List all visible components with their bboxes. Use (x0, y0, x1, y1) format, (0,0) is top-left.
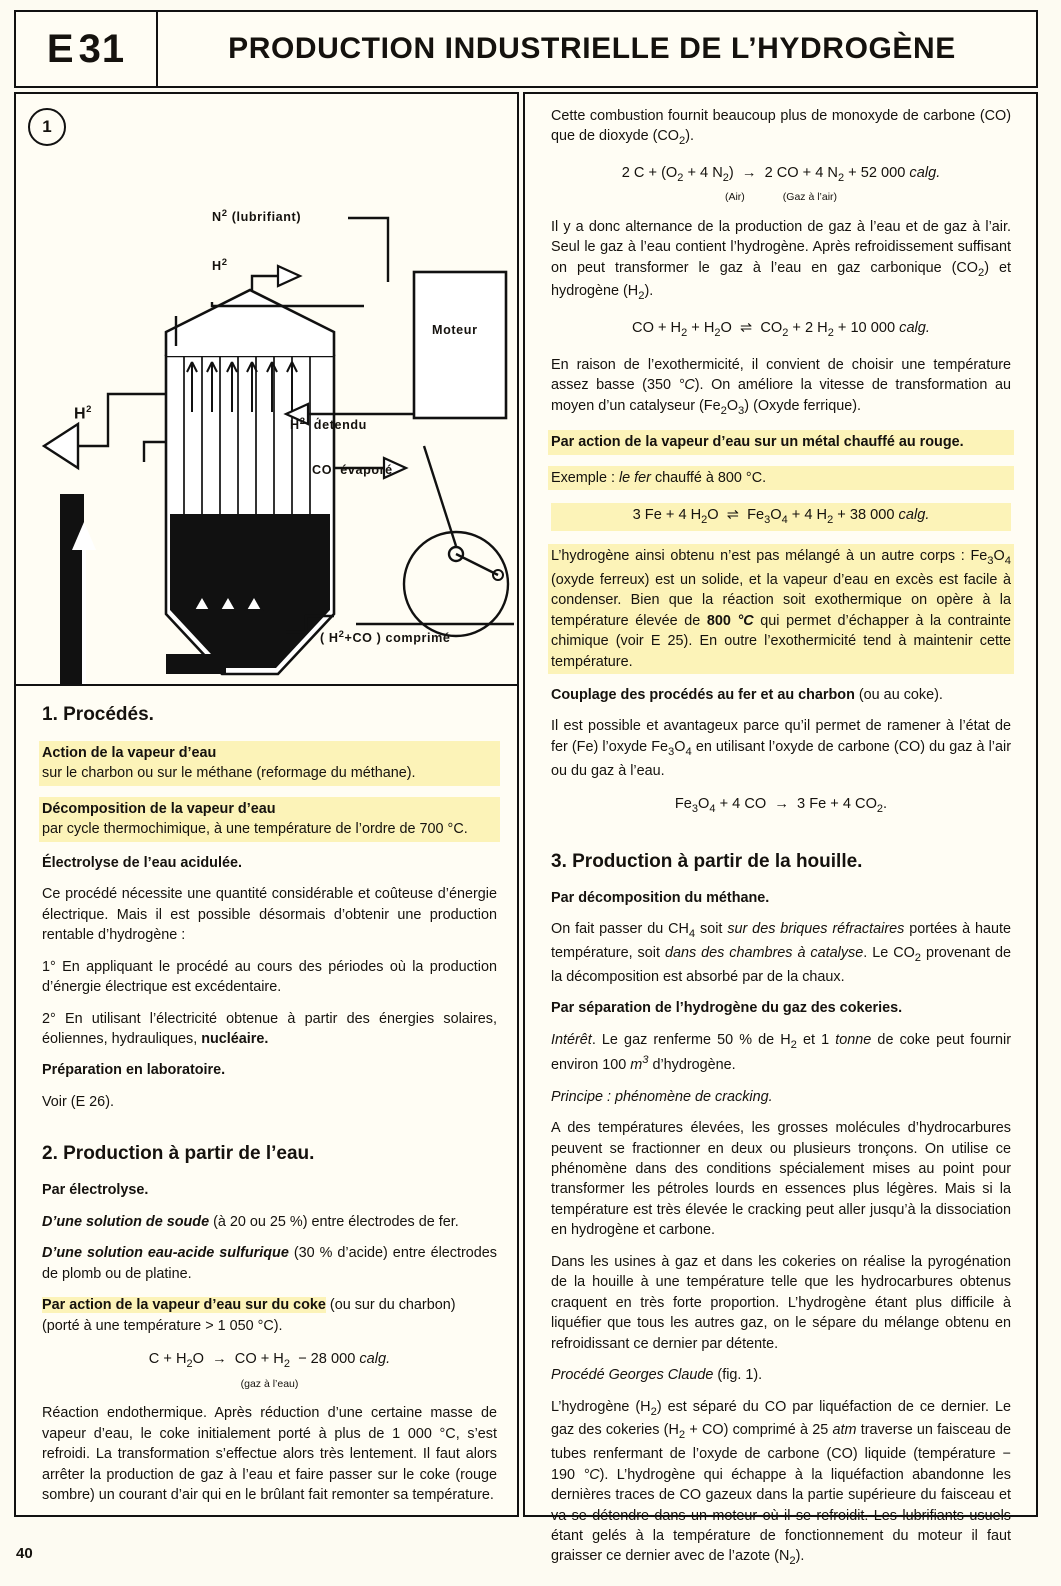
label-co-evapore: CO évaporé (312, 463, 393, 477)
figure-number: 1 (28, 108, 66, 146)
couplage-heading (551, 685, 1011, 705)
label-h2-detendu: $H^2$ d́etendu (290, 416, 367, 433)
electrolyse-heading: Électrolyse de l’eau acidulée. (42, 854, 242, 871)
solution-acide-rest: (30 % d’acide) entre électrodes de plomb ou de platine. (42, 1245, 497, 1282)
block-decomposition-vapeur (39, 797, 500, 842)
figure-diagram (16, 94, 517, 686)
sheet-code-number: 31 (78, 26, 126, 71)
right-p3: En raison de l’exothermicité, il convient de choisir une température assez basse (350 °C). On améliore la vitesse de transformation au moyen d’un catalyseur $(Fe_2O_3)$ (Oxyde ferrique). (551, 356, 1011, 417)
metal-example-italic: le fer (618, 469, 651, 486)
block-action-vapeur-body: sur le charbon ou sur le méthane (reformage du méthane). (42, 765, 416, 782)
right-column (523, 92, 1038, 1568)
left-column (14, 92, 519, 1517)
usines-body: Dans les usines à gaz et dans les cokeries on réalise la pyrogénation de la houille à une température telle que les hydrocarbures obtenus craquent en très forte proportion. L’hydrogène étant plus difficile à liquéfier que tous les autres gaz, on le sépare du mélange obtenu en refroidissant ce dernier par détente. (551, 1253, 1011, 1352)
electrolyse2-heading: Par électrolyse. (42, 1182, 149, 1199)
couplage-heading-rest: (ou au coke). (854, 686, 943, 703)
coke-heading (42, 1295, 497, 1336)
claude-heading (551, 1365, 1011, 1385)
equation-coke: $C + H_2O$ → CO + $H_2 - 28$ 000 calg. (148, 1351, 391, 1370)
sheet-code (16, 12, 158, 86)
page-title: PRODUCTION INDUSTRIELLE DE L’HYDROGÈNE (228, 32, 956, 65)
equation-4: $Fe_3O_4 + 4$ CO → 3 Fe + 4 $CO_2$. (674, 796, 888, 816)
coke-body: Réaction endothermique. Après réduction d’une certaine masse de vapeur d’eau, le coke initialement porté à plus de 1 000 °C, s’est refroidi. La transformation s’effectue alors très lentement. Il faut alors arrêter la production de gaz à l’eau et faire passer sur le coke (rouge sombre) un courant d’air qui en le brûlant fait remonter sa température. (42, 1405, 497, 1504)
label-n2-lubrifiant: $N^2$ (lubrifiant) (212, 208, 302, 225)
page-header (14, 10, 1038, 88)
coke-heading-highlight: Par action de la vapeur d’eau sur du coke (42, 1297, 326, 1314)
label-h2-co-comprime: ( $H^2+CO$ ) comprimé (320, 629, 451, 646)
equation-2: CO + $H_2 + H_2O$ ⇌ $CO_2 + 2$ $H_2 + 10$ 000 calg. (632, 320, 930, 340)
claude-heading-italic: Procédé Georges Claude (551, 1367, 714, 1384)
methane-heading: Par décomposition du méthane. (551, 889, 770, 906)
solution-soude (42, 1212, 497, 1232)
left-column-text (42, 702, 497, 1517)
principe-heading: Principe : phénomène de cracking. (551, 1088, 773, 1105)
claude-body: L’hydrogène $(H_2)$ est séparé du CO par liquéfaction de ce dernier. Le gaz des cokeries $(H_2 + CO)$ comprimé à 25 atm traverse un faisceau de tubes renfermant de l’oxyde de carbone (CO) liquide (température − 190 °C). L’hydrogène qui échappe à la liquéfaction abandonne les dernières traces de CO gazeux dans la partie supérieure du faisceau et va se détendre dans un moteur où il se refroidit. Les lubrifiants usuels étant gelés à la température de fonctionnement du moteur il faut graisser ce dernier avec de l’azote $(N_2)$. (551, 1398, 1012, 1568)
label-moteur: Moteur (432, 323, 478, 337)
equation-coke-note: (gaz à l’eau) (240, 1377, 299, 1390)
equation-1-note-left: (Air) (724, 190, 745, 203)
cracking-body: A des températures élevées, les grosses molécules d’hydrocarbures peuvent se fractionner en deux ou plusieurs tronçons. On utilise ce phénomène dans des conditions spécialement mises au point pour transformer les pétroles lourds en essences plus légères. Mais si la température est très élevée le cracking peut aller jusqu’à la dissociation en hydrogène et carbone. (551, 1120, 1011, 1239)
label-h2-top: $H^2$ (212, 257, 228, 274)
interet-italic: Intérêt (551, 1031, 592, 1048)
point-2-bold: nucléaire. (201, 1030, 269, 1047)
electrolyse-point-2 (42, 1009, 497, 1050)
solution-soude-italic: D’une solution de soude (42, 1213, 210, 1230)
metal-example-pre: Exemple : (551, 469, 619, 486)
preparation-body: Voir (E 26). (42, 1093, 114, 1110)
equation-1-notes (551, 190, 1011, 205)
claude-heading-rest: (fig. 1). (713, 1367, 763, 1384)
equation-1-note-right: (Gaz à l’air) (782, 190, 838, 203)
spacer (42, 1123, 497, 1141)
right-p1: Cette combustion fournit beaucoup plus de monoxyde de carbone (CO) que de dioxyde $(CO_2)$. (551, 108, 1011, 148)
electrolyse-body: Ce procédé nécessite une quantité considérable et coûteuse d’énergie électrique. Mais il est possible désormais d’obtenir une production rentable d’hydrogène : (42, 886, 497, 944)
preparation-heading: Préparation en laboratoire. (42, 1062, 226, 1079)
solution-acide-italic: D’une solution eau-acide sulfurique (42, 1245, 289, 1262)
label-h2-left: $H^2$ (74, 404, 93, 423)
right-column-text (539, 106, 1023, 1581)
section-3-title: 3. Production à partir de la houille. (551, 850, 863, 872)
equation-1: 2 $C + (O_2 + 4$ $N_2) \to 2$ CO + 4 $N_2 + 52$ 000 calg. (621, 165, 941, 185)
metal-example (548, 466, 1014, 490)
solution-soude-rest: (à 20 ou 25 %) entre électrodes de fer. (209, 1213, 459, 1230)
right-p2: Il y a donc alternance de la production de gaz à l’eau et de gaz à l’air. Seul le gaz à l’eau contient l’hydrogène. Après refroidissement suffisant on peut transformer le gaz à l’eau en gaz carbonique $(CO_2)$ et hydrogène $(H_2)$. (551, 218, 1011, 303)
methane-body: On fait passer du $CH_4$ soit sur des briques réfractaires portées à haute température, soit dans des chambres à catalyse. Le $CO_2$ provenant de la décomposition est absorbé par de la chaux. (551, 921, 1011, 985)
sheet-code-letter: E (46, 26, 75, 71)
page-number: 40 (16, 1545, 33, 1562)
interet-body: Intérêt. Le gaz renferme 50 % de $H_2$ et 1 tonne de coke peut fournir environ 100 $m^3$ d’hydrogène. (551, 1031, 1012, 1074)
couplage-body: Il est possible et avantageux parce qu’il permet de ramener à l’état de fer (Fe) l’oxyde $Fe_3O_4$ en utilisant l’oxyde de carbone (CO) du gaz à l’air ou du gaz à l’eau. (551, 718, 1011, 779)
block-decomposition-body: par cycle thermochimique, à une température de l’ordre de 700 °C. (42, 821, 468, 838)
metal-heading: Par action de la vapeur d’eau sur un métal chauffé au rouge. (548, 430, 1014, 454)
right-p4: L’hydrogène ainsi obtenu n’est pas mélangé à un autre corps : $Fe_3O_4$ (oxyde ferreux) est un solide, et la vapeur d’eau en excès est facile à condenser. Bien que la réaction soit exothermique on opère à la température élevée de 800 °C qui permet d’échapper à la contrainte chimique (voir E 25). En outre l’exothermicité tend à maintenir cette température. (548, 544, 1014, 674)
metal-example-post: chauffé à 800 °C. (650, 469, 767, 486)
block-action-vapeur-heading: Action de la vapeur d’eau (42, 744, 217, 761)
block-action-vapeur (39, 741, 500, 786)
solution-acide (42, 1243, 497, 1284)
spacer-2 (551, 831, 1011, 849)
point-2-text: 2° En utilisant l’électricité obtenue à partir des énergies solaires, éoliennes, hydrauliques, (42, 1010, 497, 1047)
coke-heading-sub: (porté à une température > 1 050 °C). (42, 1317, 283, 1334)
couplage-heading-bold: Couplage des procédés au fer et au charbon (551, 686, 855, 703)
figure-georges-claude (16, 94, 517, 686)
electrolyse-point-1: 1° En appliquant le procédé au cours des périodes où la production d’énergie électrique est excédentaire. (42, 958, 497, 996)
equation-3: 3 Fe + 4 $H_2O$ ⇌ $Fe_3O_4 + 4$ $H_2 + 38$ 000 calg. (551, 503, 1011, 531)
section-1-title: 1. Procédés. (42, 704, 154, 725)
section-2-title: 2. Production à partir de l’eau. (42, 1143, 315, 1165)
coke-heading-rest: (ou sur du charbon) (325, 1297, 456, 1314)
cokeries-heading: Par séparation de l’hydrogène du gaz des cokeries. (551, 1000, 903, 1017)
block-decomposition-heading: Décomposition de la vapeur d’eau (42, 800, 276, 817)
